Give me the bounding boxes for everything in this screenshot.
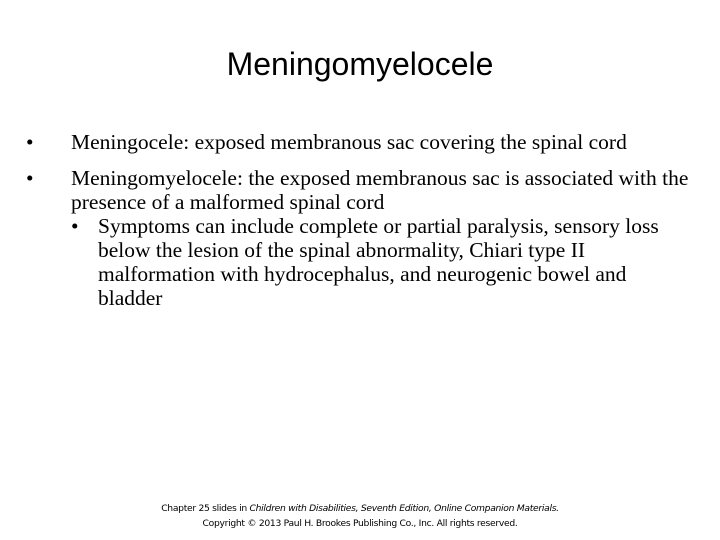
footer-prefix: Chapter 25 slides in <box>161 503 250 514</box>
slide-body <box>26 130 696 322</box>
sub-bullet-item <box>71 214 696 310</box>
footer-copyright: Copyright © 2013 Paul H. Brookes Publishing Co., Inc. All rights reserved. <box>202 518 518 529</box>
bullet-item <box>26 130 696 154</box>
bullet-icon: • <box>26 166 34 190</box>
slide-title: Meningomyelocele <box>226 46 494 82</box>
bullet-text: Meningomyelocele: the exposed membranous sac is associated with the presence of a malformed spinal cord <box>71 166 689 214</box>
bullet-text: Meningocele: exposed membranous sac covering the spinal cord <box>71 130 627 154</box>
bullet-item <box>26 166 696 310</box>
footer-book-title: Children with Disabilities, Seventh Edition, Online Companion Materials. <box>249 503 559 514</box>
footer-line-1 <box>0 501 720 516</box>
footer <box>0 501 720 531</box>
bullet-icon: • <box>26 130 34 154</box>
sub-bullet-text: Symptoms can include complete or partial paralysis, sensory loss below the lesion of the spinal abnormality, Chiari type II malformation with hydrocephalus, and neurogenic bowel and bladder <box>98 214 659 310</box>
bullet-icon: • <box>71 214 79 238</box>
